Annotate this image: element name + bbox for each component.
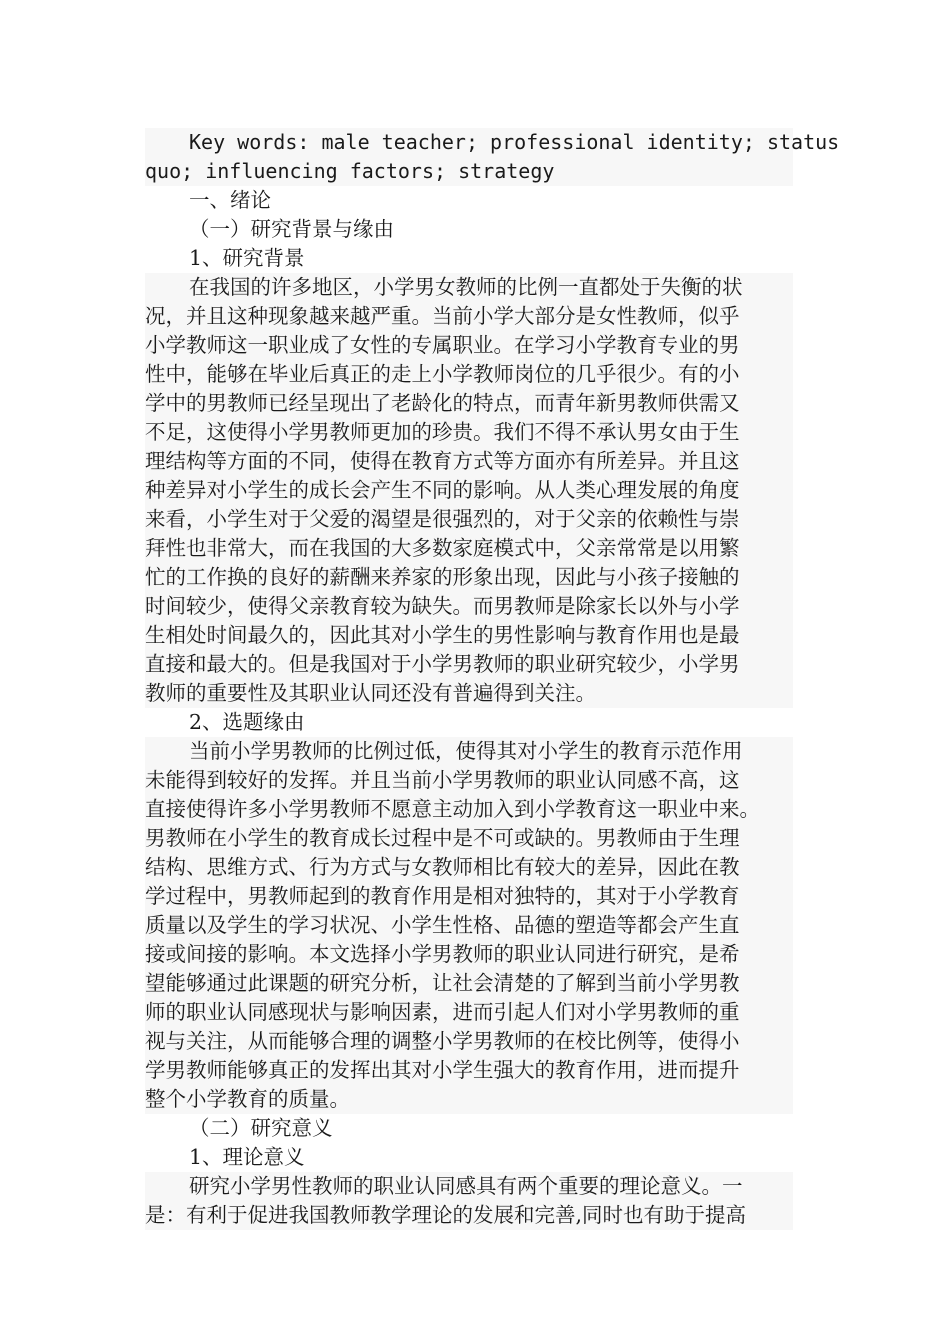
paragraph-line: 直接使得许多小学男教师不愿意主动加入到小学教育这一职业中来。: [145, 795, 793, 824]
subsection-title-significance: （二）研究意义: [189, 1116, 333, 1140]
paragraph-line: 时间较少，使得父亲教育较为缺失。而男教师是除家长以外与小学: [145, 592, 793, 621]
keywords-line-2: quo; influencing factors; strategy: [145, 157, 793, 186]
subsection-title-theory: 1、理论意义: [189, 1145, 305, 1169]
paragraph-line: 不足，这使得小学男教师更加的珍贵。我们不得不承认男女由于生: [145, 418, 793, 447]
section-title-introduction: 一、绪论: [189, 188, 271, 212]
paragraph-line: 接或间接的影响。本文选择小学男教师的职业认同进行研究，是希: [145, 940, 793, 969]
paragraph-line: 研究小学男性教师的职业认同感具有两个重要的理论意义。一: [145, 1172, 793, 1201]
paragraph-line: 男教师在小学生的教育成长过程中是不可或缺的。男教师由于生理: [145, 824, 793, 853]
paragraph-line: 整个小学教育的质量。: [145, 1085, 793, 1114]
document-page: [145, 128, 840, 1230]
paragraph-line: 结构、思维方式、行为方式与女教师相比有较大的差异，因此在教: [145, 853, 793, 882]
paragraph-line: 质量以及学生的学习状况、小学生性格、品德的塑造等都会产生直: [145, 911, 793, 940]
paragraph-line: 来看，小学生对于父爱的渴望是很强烈的，对于父亲的依赖性与崇: [145, 505, 793, 534]
subsection-title-background-reason: （一）研究背景与缘由: [189, 217, 394, 241]
paragraph-line: 小学教师这一职业成了女性的专属职业。在学习小学教育专业的男: [145, 331, 793, 360]
paragraph-line: 是：有利于促进我国教师教学理论的发展和完善,同时也有助于提高: [145, 1201, 793, 1230]
paragraph-line: 直接和最大的。但是我国对于小学男教师的职业研究较少，小学男: [145, 650, 793, 679]
paragraph-line: 拜性也非常大，而在我国的大多数家庭模式中，父亲常常是以用繁: [145, 534, 793, 563]
paragraph-line: 况，并且这种现象越来越严重。当前小学大部分是女性教师，似乎: [145, 302, 793, 331]
paragraph-line: 师的职业认同感现状与影响因素，进而引起人们对小学男教师的重: [145, 998, 793, 1027]
paragraph-line: 学中的男教师已经呈现出了老龄化的特点，而青年新男教师供需又: [145, 389, 793, 418]
paragraph-line: 学过程中，男教师起到的教育作用是相对独特的，其对于小学教育: [145, 882, 793, 911]
keywords-line-1: Key words: male teacher; professional identity; status: [145, 128, 793, 157]
paragraph-line: 忙的工作换的良好的薪酬来养家的形象出现，因此与小孩子接触的: [145, 563, 793, 592]
paragraph-line: 性中，能够在毕业后真正的走上小学教师岗位的几乎很少。有的小: [145, 360, 793, 389]
paragraph-line: 当前小学男教师的比例过低，使得其对小学生的教育示范作用: [145, 737, 793, 766]
subsection-title-background: 1、研究背景: [189, 246, 305, 270]
paragraph-line: 生相处时间最久的，因此其对小学生的男性影响与教育作用也是最: [145, 621, 793, 650]
paragraph-line: 种差异对小学生的成长会产生不同的影响。从人类心理发展的角度: [145, 476, 793, 505]
paragraph-line: 未能得到较好的发挥。并且当前小学男教师的职业认同感不高，这: [145, 766, 793, 795]
paragraph-line: 教师的重要性及其职业认同还没有普遍得到关注。: [145, 679, 793, 708]
paragraph-line: 理结构等方面的不同，使得在教育方式等方面亦有所差异。并且这: [145, 447, 793, 476]
paragraph-line: 在我国的许多地区，小学男女教师的比例一直都处于失衡的状: [145, 273, 793, 302]
paragraph-line: 望能够通过此课题的研究分析，让社会清楚的了解到当前小学男教: [145, 969, 793, 998]
paragraph-line: 学男教师能够真正的发挥出其对小学生强大的教育作用，进而提升: [145, 1056, 793, 1085]
subsection-title-reason: 2、选题缘由: [189, 710, 305, 734]
paragraph-line: 视与关注，从而能够合理的调整小学男教师的在校比例等，使得小: [145, 1027, 793, 1056]
